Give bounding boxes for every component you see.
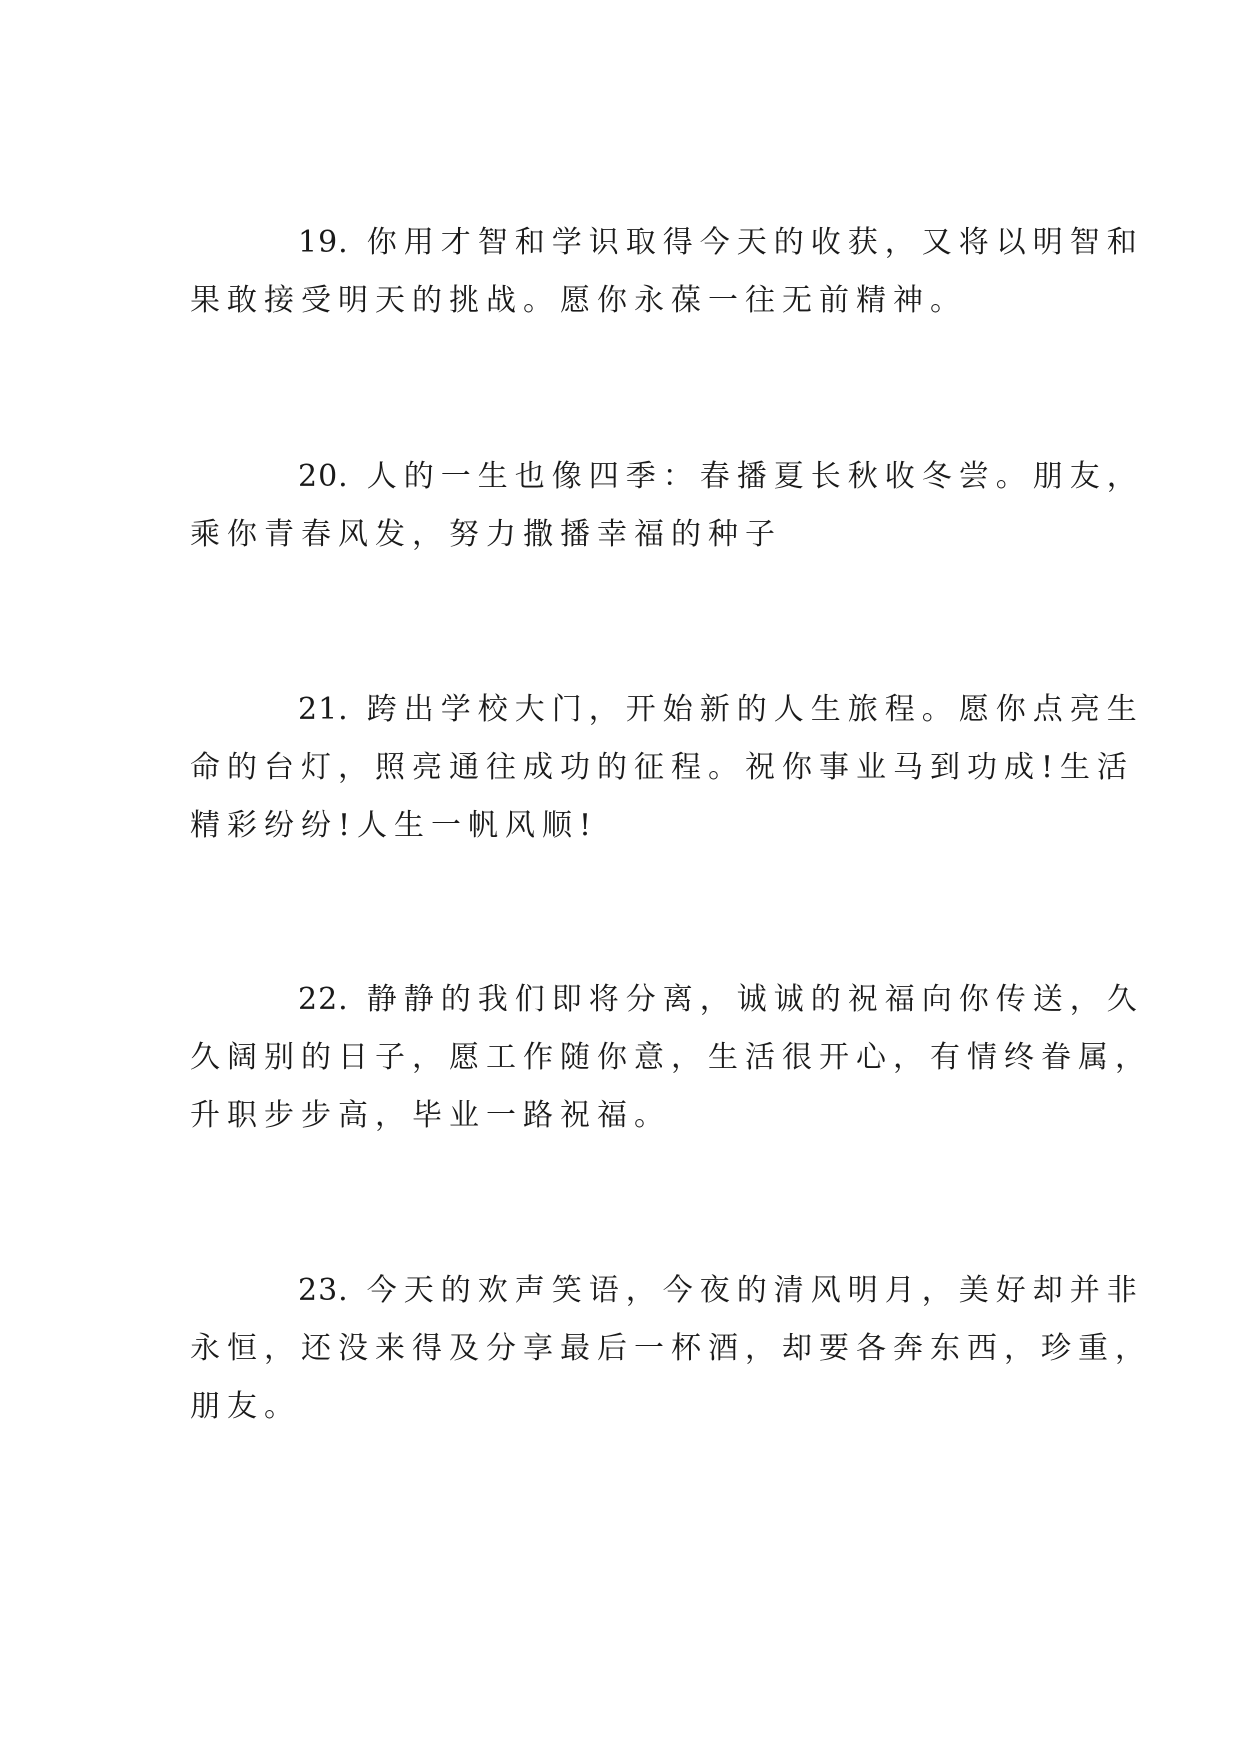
paragraph-line: 精彩纷纷!人生一帆风顺!	[190, 808, 599, 843]
paragraph-line: 人的一生也像四季：春播夏长秋收冬尝。朋友，	[366, 459, 1144, 494]
paragraph-23	[190, 1262, 1152, 1436]
paragraph-number: 21.	[298, 692, 349, 727]
paragraph-19	[190, 214, 1144, 330]
paragraph-20	[190, 448, 1144, 564]
paragraph-line: 久阔别的日子，愿工作随你意，生活很开心，有情终眷属，	[190, 1040, 1152, 1075]
paragraph-number: 23.	[298, 1273, 349, 1308]
paragraph-line: 你用才智和学识取得今天的收获，又将以明智和	[366, 225, 1144, 260]
paragraph-number: 19.	[298, 225, 349, 260]
paragraph-line: 果敢接受明天的挑战。愿你永葆一往无前精神。	[190, 283, 967, 318]
paragraph-line: 朋友。	[190, 1389, 301, 1424]
paragraph-line: 静静的我们即将分离，诚诚的祝福向你传送，久	[366, 982, 1144, 1017]
paragraph-number: 22.	[298, 982, 349, 1017]
paragraph-line: 升职步步高，毕业一路祝福。	[190, 1098, 671, 1133]
paragraph-line: 乘你青春风发，努力撒播幸福的种子	[190, 517, 782, 552]
paragraph-line: 永恒，还没来得及分享最后一杯酒，却要各奔东西，珍重，	[190, 1331, 1152, 1366]
paragraph-line: 今天的欢声笑语，今夜的清风明月，美好却并非	[366, 1273, 1144, 1308]
paragraph-21	[190, 681, 1144, 855]
paragraph-line: 命的台灯，照亮通往成功的征程。祝你事业马到功成!生活	[190, 750, 1135, 785]
paragraph-line: 跨出学校大门，开始新的人生旅程。愿你点亮生	[366, 692, 1144, 727]
paragraph-number: 20.	[298, 459, 349, 494]
paragraph-22	[190, 971, 1152, 1145]
